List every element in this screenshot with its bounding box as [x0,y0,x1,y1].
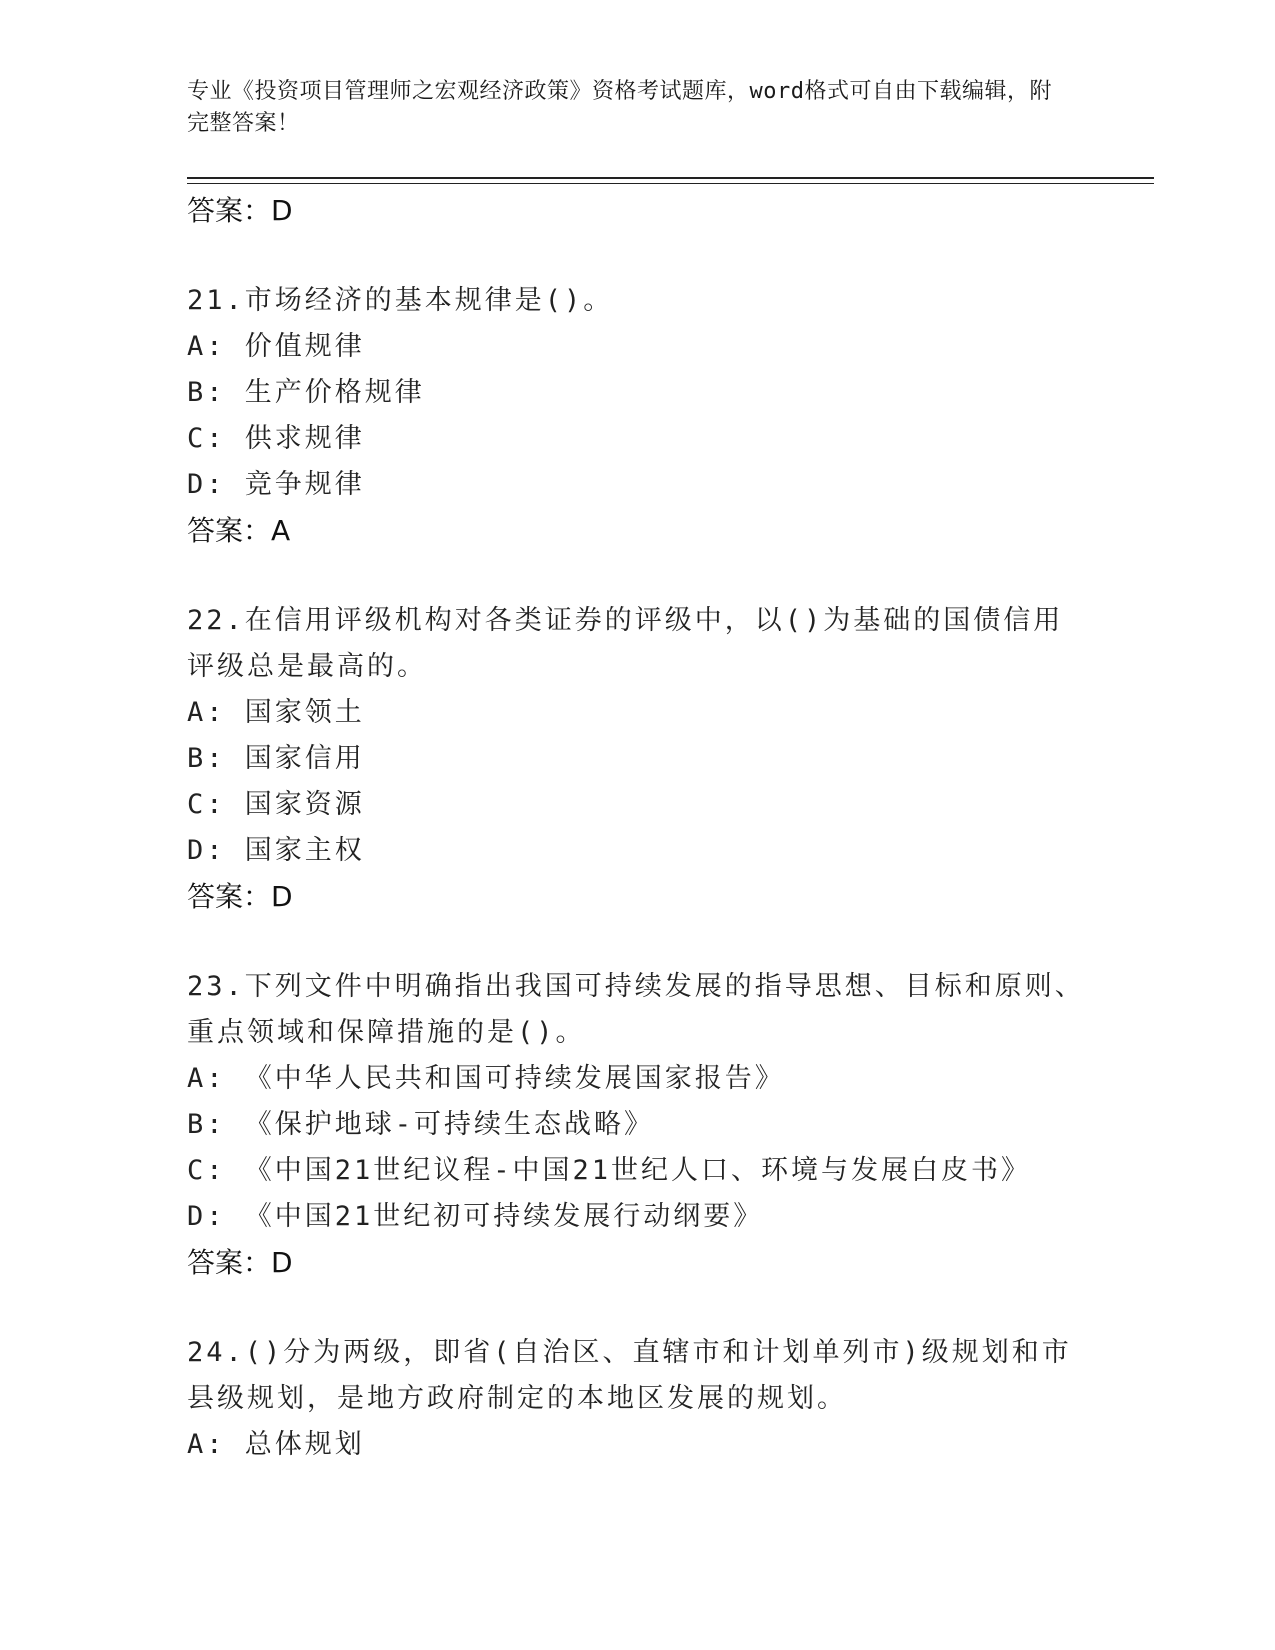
option-a: A: 《中华人民共和国可持续发展国家报告》 [187,1063,785,1094]
option-c: C: 《中国21世纪议程-中国21世纪人口、环境与发展白皮书》 [187,1155,1032,1186]
option-d: D: 国家主权 [187,835,365,866]
question-block [187,964,1087,1286]
question-block [187,278,1087,554]
option-d: D: 《中国21世纪初可持续发展行动纲要》 [187,1201,764,1232]
question-block [187,598,1087,920]
option-d: D: 竞争规律 [187,469,365,500]
header-divider-thick [187,177,1154,179]
question-text: 21.市场经济的基本规律是()。 [187,285,614,316]
question-text: 24.()分为两级，即省(自治区、直辖市和计划单列市)级规划和市县级规划，是地方政府制定的本地区发展的规划。 [187,1337,1072,1414]
option-b: B: 国家信用 [187,743,365,774]
answer-line: 答案：D [187,880,293,913]
option-a: A: 国家领土 [187,697,365,728]
option-a: A: 总体规划 [187,1429,365,1460]
question-list [187,188,1087,1468]
document-header: 专业《投资项目管理师之宏观经济政策》资格考试题库，word格式可自由下载编辑，附完整答案！ [187,79,1052,136]
option-c: C: 供求规律 [187,423,365,454]
option-c: C: 国家资源 [187,789,365,820]
answer-line: 答案：A [187,514,291,547]
option-b: B: 生产价格规律 [187,377,425,408]
answer-line: 答案：D [187,1246,293,1279]
question-text: 23.下列文件中明确指出我国可持续发展的指导思想、目标和原则、重点领域和保障措施的是()。 [187,971,1085,1048]
header-divider-thin [187,183,1154,184]
question-block [187,1330,1087,1468]
answer-line: 答案：D [187,194,293,227]
question-text: 22.在信用评级机构对各类证券的评级中，以()为基础的国债信用评级总是最高的。 [187,605,1064,682]
option-b: B: 《保护地球-可持续生态战略》 [187,1109,655,1140]
option-a: A: 价值规律 [187,331,365,362]
